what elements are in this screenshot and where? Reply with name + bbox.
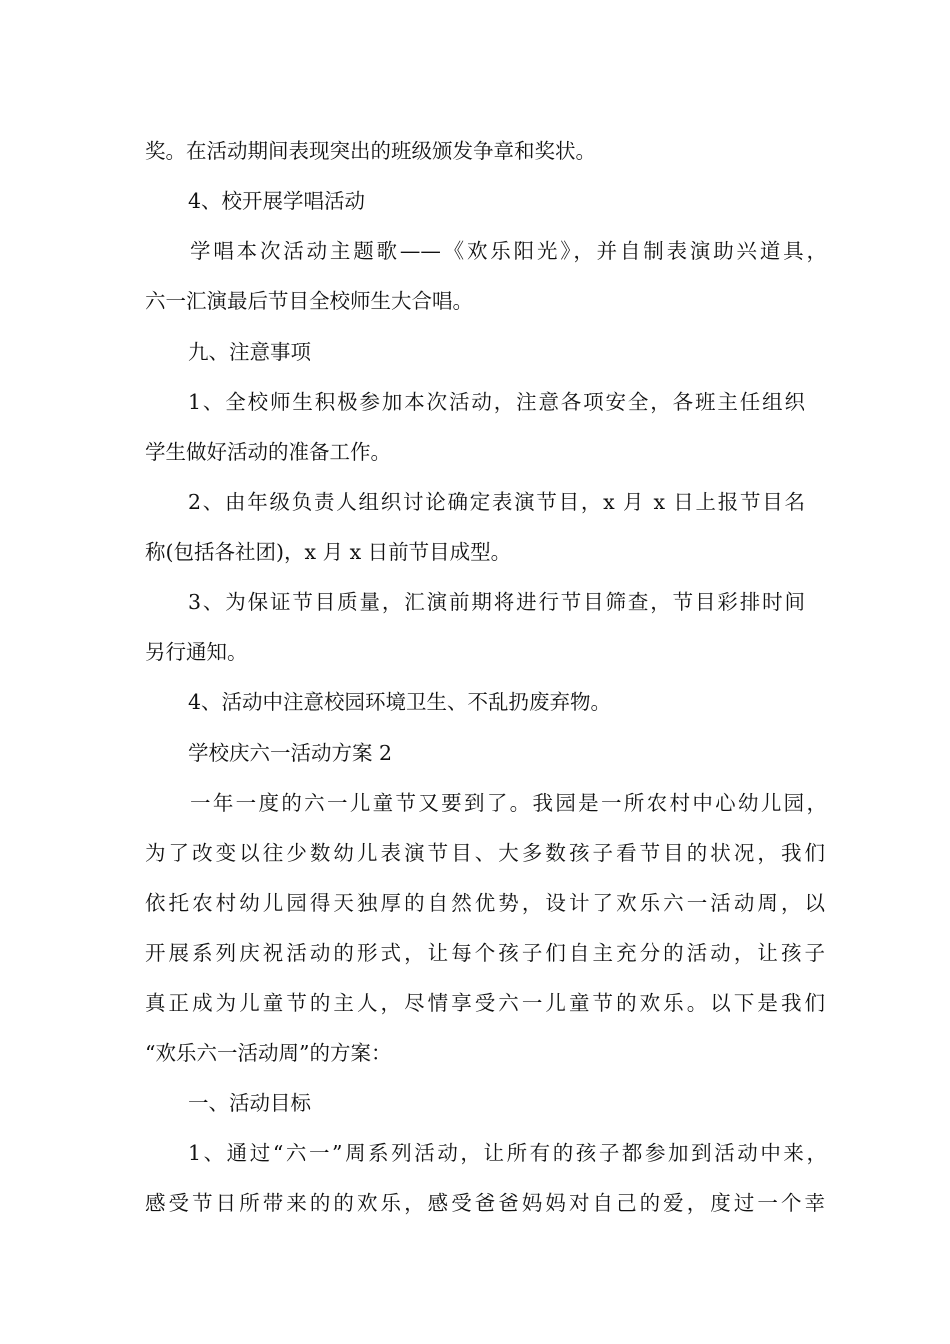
paragraph-line: 为了改变以往少数幼儿表演节目、大多数孩子看节目的状况，我们	[145, 841, 825, 865]
section-heading: 一、活动目标	[188, 1091, 311, 1115]
paragraph-line: 1、通过“六一”周系列活动，让所有的孩子都参加到活动中来，	[188, 1141, 827, 1165]
paragraph-line: 真正成为儿童节的主人，尽情享受六一儿童节的欢乐。以下是我们	[145, 991, 825, 1015]
paragraph-line: 六一汇演最后节目全校师生大合唱。	[145, 289, 473, 313]
paragraph-line: 奖。在活动期间表现突出的班级颁发争章和奖状。	[145, 139, 596, 163]
paragraph-line: 依托农村幼儿园得天独厚的自然优势，设计了欢乐六一活动周，以	[145, 891, 825, 915]
section-title: 学校庆六一活动方案 2	[188, 741, 393, 765]
paragraph-line: 1、全校师生积极参加本次活动，注意各项安全，各班主任组织	[188, 390, 805, 414]
section-heading: 4、校开展学唱活动	[188, 189, 366, 213]
paragraph-line: 学生做好活动的准备工作。	[145, 440, 391, 464]
paragraph-line: 学唱本次活动主题歌——《欢乐阳光》，并自制表演助兴道具，	[190, 239, 827, 263]
paragraph-line: 称(包括各社团)，x 月 x 日前节目成型。	[145, 540, 512, 564]
paragraph-line: “欢乐六一活动周”的方案：	[145, 1041, 392, 1065]
paragraph-line: 一年一度的六一儿童节又要到了。我园是一所农村中心幼儿园，	[190, 791, 827, 815]
paragraph-line: 2、由年级负责人组织讨论确定表演节目，x 月 x 日上报节目名	[188, 490, 805, 514]
paragraph-line: 3、为保证节目质量，汇演前期将进行节目筛查，节目彩排时间	[188, 590, 805, 614]
paragraph-line: 感受节日所带来的的欢乐，感受爸爸妈妈对自己的爱，度过一个幸	[145, 1191, 825, 1215]
paragraph-line: 开展系列庆祝活动的形式，让每个孩子们自主充分的活动，让孩子	[145, 941, 825, 965]
section-heading: 九、注意事项	[188, 340, 311, 364]
paragraph-line: 另行通知。	[145, 640, 248, 664]
paragraph-line: 4、活动中注意校园环境卫生、不乱扔废弃物。	[188, 690, 612, 714]
